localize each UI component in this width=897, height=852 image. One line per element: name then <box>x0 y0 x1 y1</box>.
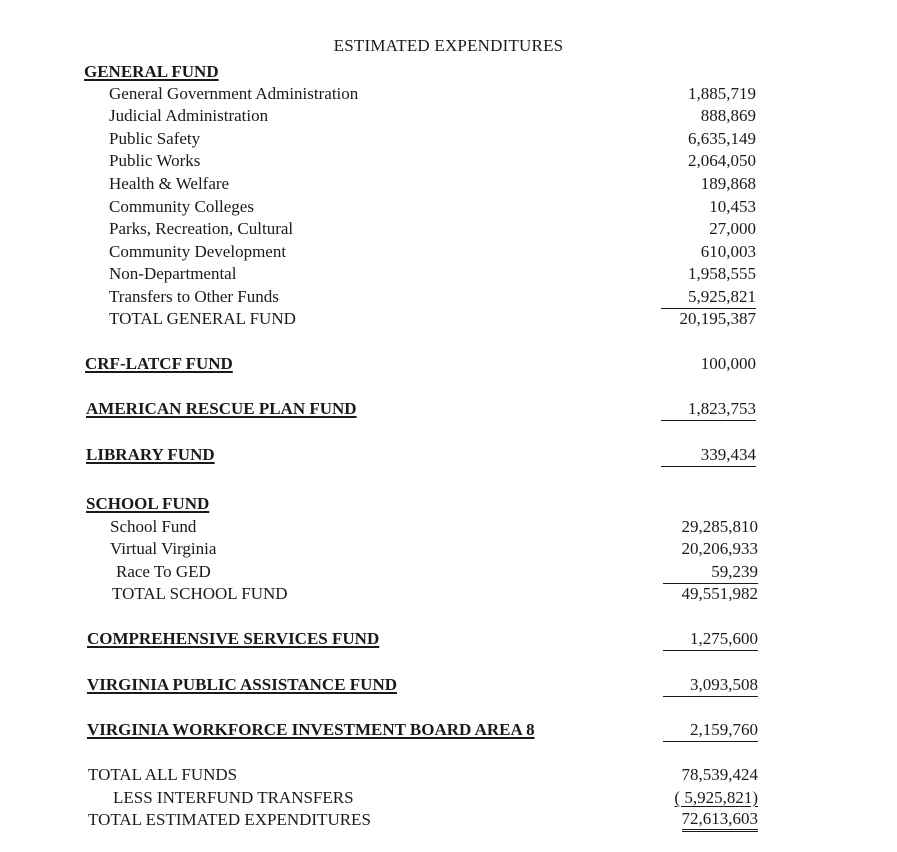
line-item-label: School Fund <box>110 517 197 536</box>
fund-heading: AMERICAN RESCUE PLAN FUND <box>86 399 357 418</box>
document-title: ESTIMATED EXPENDITURES <box>333 36 564 55</box>
fund-amount: 3,093,508 <box>690 675 758 694</box>
list-item <box>0 286 897 308</box>
library-row <box>0 444 897 466</box>
line-item-label: Community Colleges <box>109 197 254 216</box>
fund-heading: LIBRARY FUND <box>86 445 215 464</box>
line-item-amount: 610,003 <box>700 242 756 261</box>
general-fund-heading: GENERAL FUND <box>84 62 219 81</box>
fund-heading: CRF-LATCF FUND <box>85 354 233 373</box>
list-item <box>0 128 897 150</box>
line-item-amount: 1,958,555 <box>688 264 756 283</box>
line-item-amount: 888,869 <box>700 106 756 125</box>
line-item-amount: 29,285,810 <box>681 517 758 536</box>
total-label: TOTAL ESTIMATED EXPENDITURES <box>88 810 371 829</box>
list-item <box>0 561 897 583</box>
list-item <box>0 263 897 285</box>
total-label: LESS INTERFUND TRANSFERS <box>113 788 354 807</box>
school-fund-total-row <box>0 583 897 605</box>
line-item-label: Parks, Recreation, Cultural <box>109 219 294 238</box>
total-estimated-row <box>0 809 897 831</box>
line-item-amount: 5,925,821 <box>688 287 756 306</box>
line-item-label: Public Works <box>109 151 201 170</box>
line-item-label: Public Safety <box>109 129 201 148</box>
public-assistance-row <box>0 674 897 696</box>
line-item-label: Race To GED <box>116 562 211 581</box>
crf-latcf-row <box>0 353 897 375</box>
total-amount: 20,195,387 <box>679 309 756 328</box>
line-item-amount: 6,635,149 <box>688 129 756 148</box>
list-item <box>0 218 897 240</box>
line-item-label: Health & Welfare <box>109 174 230 193</box>
total-amount: 78,539,424 <box>681 765 758 784</box>
fund-heading: VIRGINIA PUBLIC ASSISTANCE FUND <box>87 675 398 694</box>
fund-heading: COMPREHENSIVE SERVICES FUND <box>87 629 380 648</box>
total-amount: 49,551,982 <box>681 584 758 603</box>
fund-amount: 100,000 <box>700 354 756 373</box>
general-fund-header-row <box>0 61 897 83</box>
general-fund-total-row <box>0 308 897 330</box>
list-item <box>0 173 897 195</box>
fund-amount: 1,823,753 <box>688 399 756 418</box>
line-item-amount: 1,885,719 <box>688 84 756 103</box>
fund-amount: 1,275,600 <box>690 629 758 648</box>
total-amount: ( 5,925,821) <box>674 788 758 807</box>
school-fund-header-row <box>0 493 897 515</box>
line-item-amount: 27,000 <box>709 219 756 238</box>
line-item-amount: 59,239 <box>711 562 758 581</box>
list-item <box>0 83 897 105</box>
line-item-amount: 10,453 <box>709 197 756 216</box>
line-item-amount: 2,064,050 <box>688 151 756 170</box>
line-item-label: Community Development <box>109 242 287 261</box>
total-label: TOTAL SCHOOL FUND <box>112 584 288 603</box>
fund-heading: VIRGINIA WORKFORCE INVESTMENT BOARD AREA 8 <box>87 720 535 739</box>
less-transfers-row <box>0 787 897 809</box>
list-item <box>0 150 897 172</box>
line-item-label: Transfers to Other Funds <box>109 287 279 306</box>
list-item <box>0 538 897 560</box>
line-item-label: General Government Administration <box>109 84 359 103</box>
list-item <box>0 105 897 127</box>
line-item-label: Non-Departmental <box>109 264 237 283</box>
arpa-row <box>0 398 897 420</box>
total-all-funds-row <box>0 764 897 786</box>
line-item-label: Judicial Administration <box>109 106 269 125</box>
comprehensive-row <box>0 628 897 650</box>
line-item-label: Virtual Virginia <box>110 539 217 558</box>
line-item-amount: 20,206,933 <box>681 539 758 558</box>
fund-amount: 2,159,760 <box>690 720 758 739</box>
total-amount: 72,613,603 <box>682 809 759 832</box>
list-item <box>0 516 897 538</box>
line-item-amount: 189,868 <box>700 174 756 193</box>
total-label: TOTAL ALL FUNDS <box>88 765 238 784</box>
list-item <box>0 196 897 218</box>
list-item <box>0 241 897 263</box>
school-fund-heading: SCHOOL FUND <box>86 494 210 513</box>
total-label: TOTAL GENERAL FUND <box>109 309 296 328</box>
fund-amount: 339,434 <box>700 445 756 464</box>
workforce-row <box>0 719 897 741</box>
